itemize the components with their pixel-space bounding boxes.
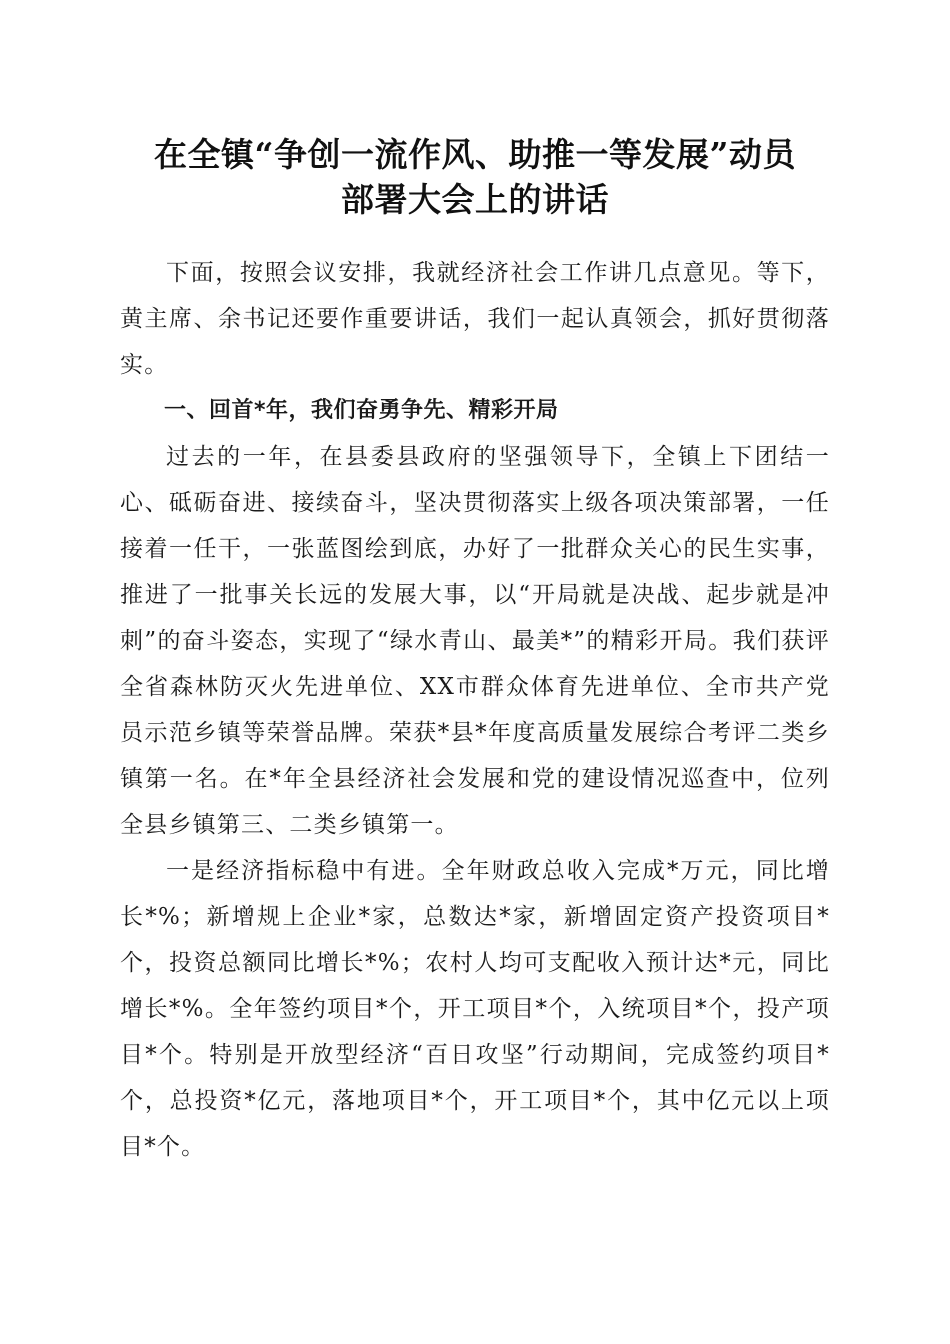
document-title	[110, 132, 840, 222]
document-body	[120, 250, 830, 1170]
economic-indicators-paragraph: 一是经济指标稳中有进。全年财政总收入完成*万元，同比增长*%；新增规上企业*家，总数达*家，新增固定资产投资项目*个，投资总额同比增长*%；农村人均可支配收入预计达*元，同比增长*%。全年签约项目*个，开工项目*个，入统项目*个，投产项目*个。特别是开放型经济“百日攻坚”行动期间，完成签约项目*个，总投资*亿元，落地项目*个，开工项目*个，其中亿元以上项目*个。	[120, 858, 830, 1160]
review-paragraph: 过去的一年，在县委县政府的坚强领导下，全镇上下团结一心、砥砺奋进、接续奋斗，坚决贯彻落实上级各项决策部署，一任接着一任干，一张蓝图绘到底，办好了一批群众关心的民生实事，推进了一批事关长远的发展大事，以“开局就是决战、起步就是冲刺”的奋斗姿态，实现了“绿水青山、最美*”的精彩开局。我们获评全省森林防灭火先进单位、XX市群众体育先进单位、全市共产党员示范乡镇等荣誉品牌。荣获*县*年度高质量发展综合考评二类乡镇第一名。在*年全县经济社会发展和党的建设情况巡查中，位列全县乡镇第三、二类乡镇第一。	[120, 444, 830, 838]
title-line-2: 部署大会上的讲话	[341, 180, 609, 219]
title-line-1: 在全镇“争创一流作风、助推一等发展”动员	[154, 135, 796, 174]
intro-paragraph: 下面，按照会议安排，我就经济社会工作讲几点意见。等下，黄主席、余书记还要作重要讲话，我们一起认真领会，抓好贯彻落实。	[120, 260, 830, 378]
section-heading-1: 一、回首*年，我们奋勇争先、精彩开局	[164, 398, 559, 423]
